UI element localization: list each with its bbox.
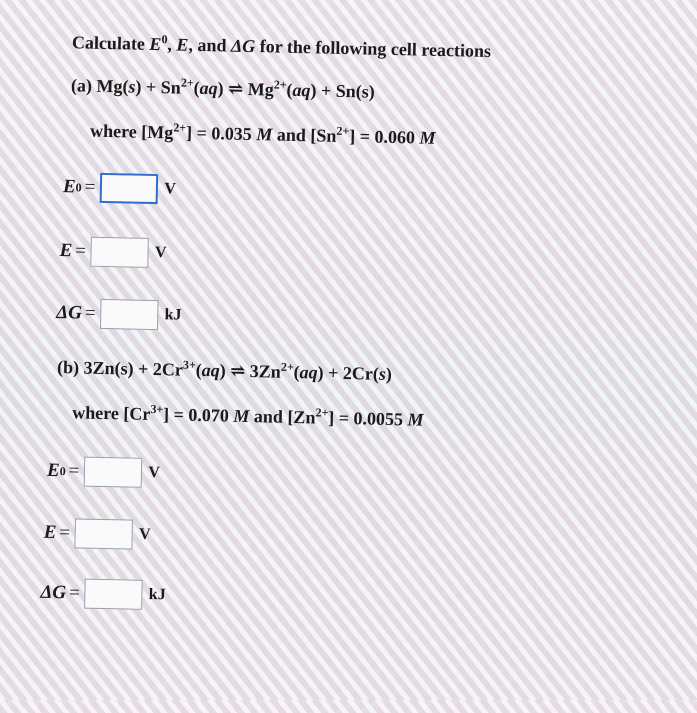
part-a-e0-row: E 0 = V	[63, 172, 177, 204]
part-b-dg-row: ΔG = kJ	[40, 578, 166, 611]
part-b-e0-row: E 0 = V	[47, 456, 161, 488]
question-title: Calculate $E^0$, E, and ΔG for the following cell reactions	[71, 32, 492, 62]
part-b-conditions: where $[Cr^{3+}] = 0.070$ M and $[Zn^{2+}] = 0.0055$ M	[71, 401, 424, 430]
part-a-reaction: (a) $Mg(s) + Sn^{2+}(aq)$ ⇌ $Mg^{2+}(aq) + Sn(s)$	[70, 75, 376, 102]
part-a-e0-input[interactable]	[100, 173, 159, 204]
part-b-dg-input[interactable]	[84, 579, 143, 610]
part-a-e-input[interactable]	[91, 237, 150, 268]
part-a-dg-row: ΔG = kJ	[56, 298, 182, 331]
part-b-e-row: E = V	[43, 518, 151, 550]
part-b-e-input[interactable]	[75, 518, 134, 549]
part-b-e0-input[interactable]	[84, 457, 143, 488]
part-a-e-row: E = V	[59, 236, 167, 268]
part-a-dg-input[interactable]	[100, 299, 159, 330]
part-b-reaction: (b) $3Zn(s) + 2Cr^{3+}(aq)$ ⇌ $3Zn^{2+}(aq) + 2Cr(s)$	[56, 357, 393, 385]
part-a-conditions: where $[Mg^{2+}] = 0.035$ M and $[Sn^{2+}] = 0.060$ M	[89, 120, 436, 148]
